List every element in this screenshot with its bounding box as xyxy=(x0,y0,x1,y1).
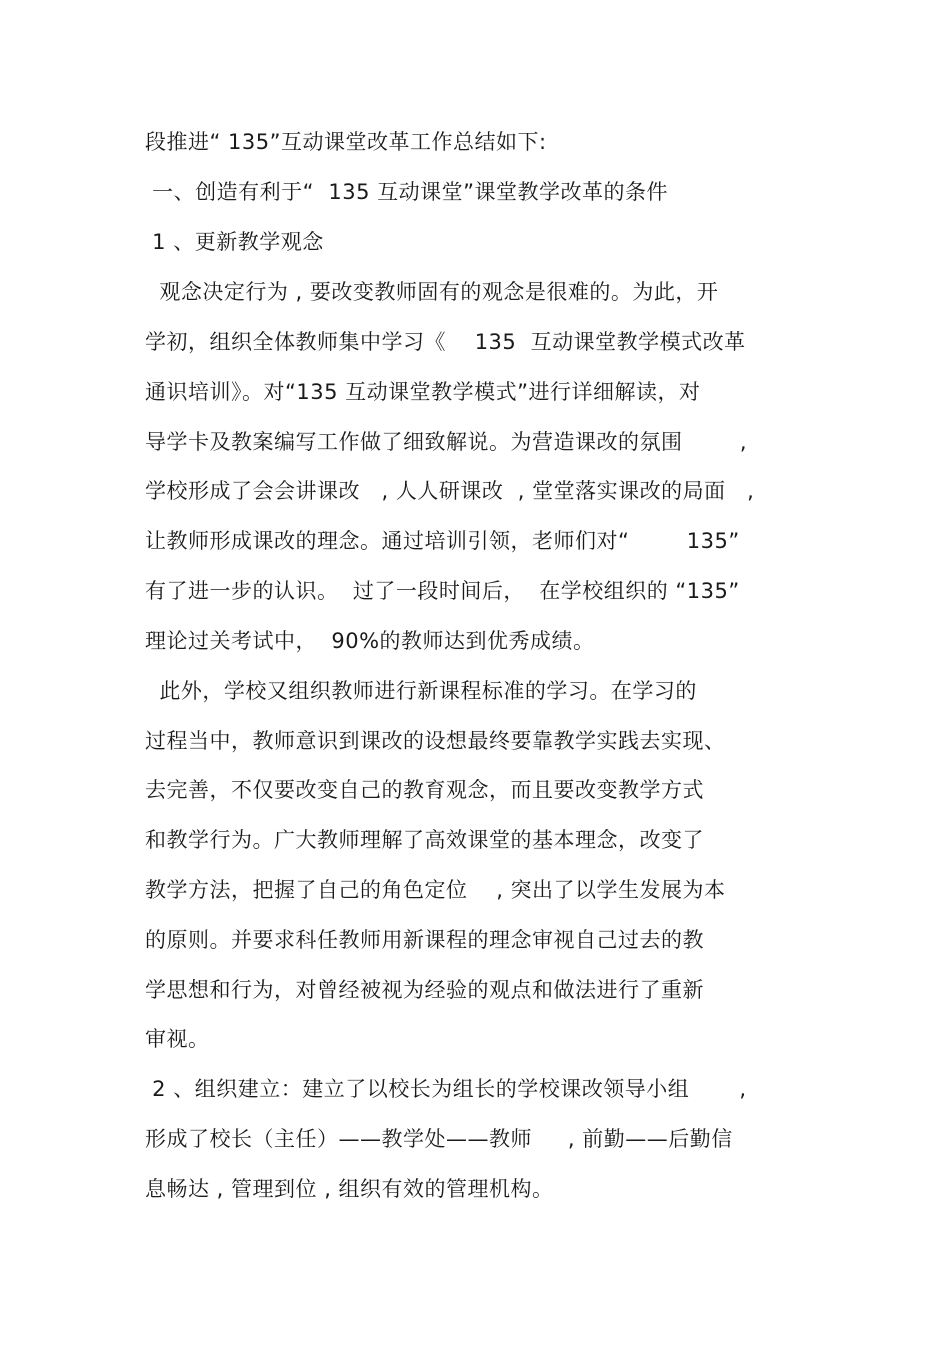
text-line: 通识培训》。对“135 互动课堂教学模式”进行详细解读，对 xyxy=(145,380,701,404)
text-line: 教学方法，把握了自己的角色定位 , 突出了以学生发展为本 xyxy=(145,878,726,902)
text-line: 学校形成了会会讲课改 , 人人研课改 , 堂堂落实课改的局面 , xyxy=(145,479,755,503)
text-line: 理论过关考试中， 90%的教师达到优秀成绩。 xyxy=(145,629,595,653)
text-line: 息畅达 , 管理到位 , 组织有效的管理机构。 xyxy=(145,1177,554,1201)
text-line: 观念决定行为 , 要改变教师固有的观念是很难的。为此，开 xyxy=(145,280,719,304)
text-line: 学思想和行为，对曾经被视为经验的观点和做法进行了重新 xyxy=(145,978,704,1002)
text-line: 导学卡及教案编写工作做了细致解说。为营造课改的氛围 , xyxy=(145,430,748,454)
text-line: 学初，组织全体教师集中学习《 135 互动课堂教学模式改革 xyxy=(145,330,746,354)
text-line: 去完善，不仅要改变自己的教育观念，而且要改变教学方式 xyxy=(145,778,704,802)
text-line: 让教师形成课改的理念。通过培训引领，老师们对“ 135” xyxy=(145,529,740,553)
subsection-heading: 2 、组织建立：建立了以校长为组长的学校课改领导小组 , xyxy=(145,1077,747,1101)
text-line: 审视。 xyxy=(145,1027,210,1051)
text-line: 过程当中，教师意识到课改的设想最终要靠教学实践去实现、 xyxy=(145,729,726,753)
text-line: 的原则。并要求科任教师用新课程的理念审视自己过去的教 xyxy=(145,928,704,952)
text-line: 有了进一步的认识。 过了一段时间后， 在学校组织的 “135” xyxy=(145,579,740,603)
section-heading: 一、创造有利于“ 135 互动课堂”课堂教学改革的条件 xyxy=(145,180,669,204)
text-line: 此外，学校又组织教师进行新课程标准的学习。在学习的 xyxy=(145,679,697,703)
text-line: 形成了校长（主任）——教学处——教师 , 前勤——后勤信 xyxy=(145,1127,733,1151)
text-line: 段推进“ 135”互动课堂改革工作总结如下: xyxy=(145,130,547,154)
text-line: 和教学行为。广大教师理解了高效课堂的基本理念，改变了 xyxy=(145,828,704,852)
subsection-heading: 1 、更新教学观念 xyxy=(145,230,324,254)
